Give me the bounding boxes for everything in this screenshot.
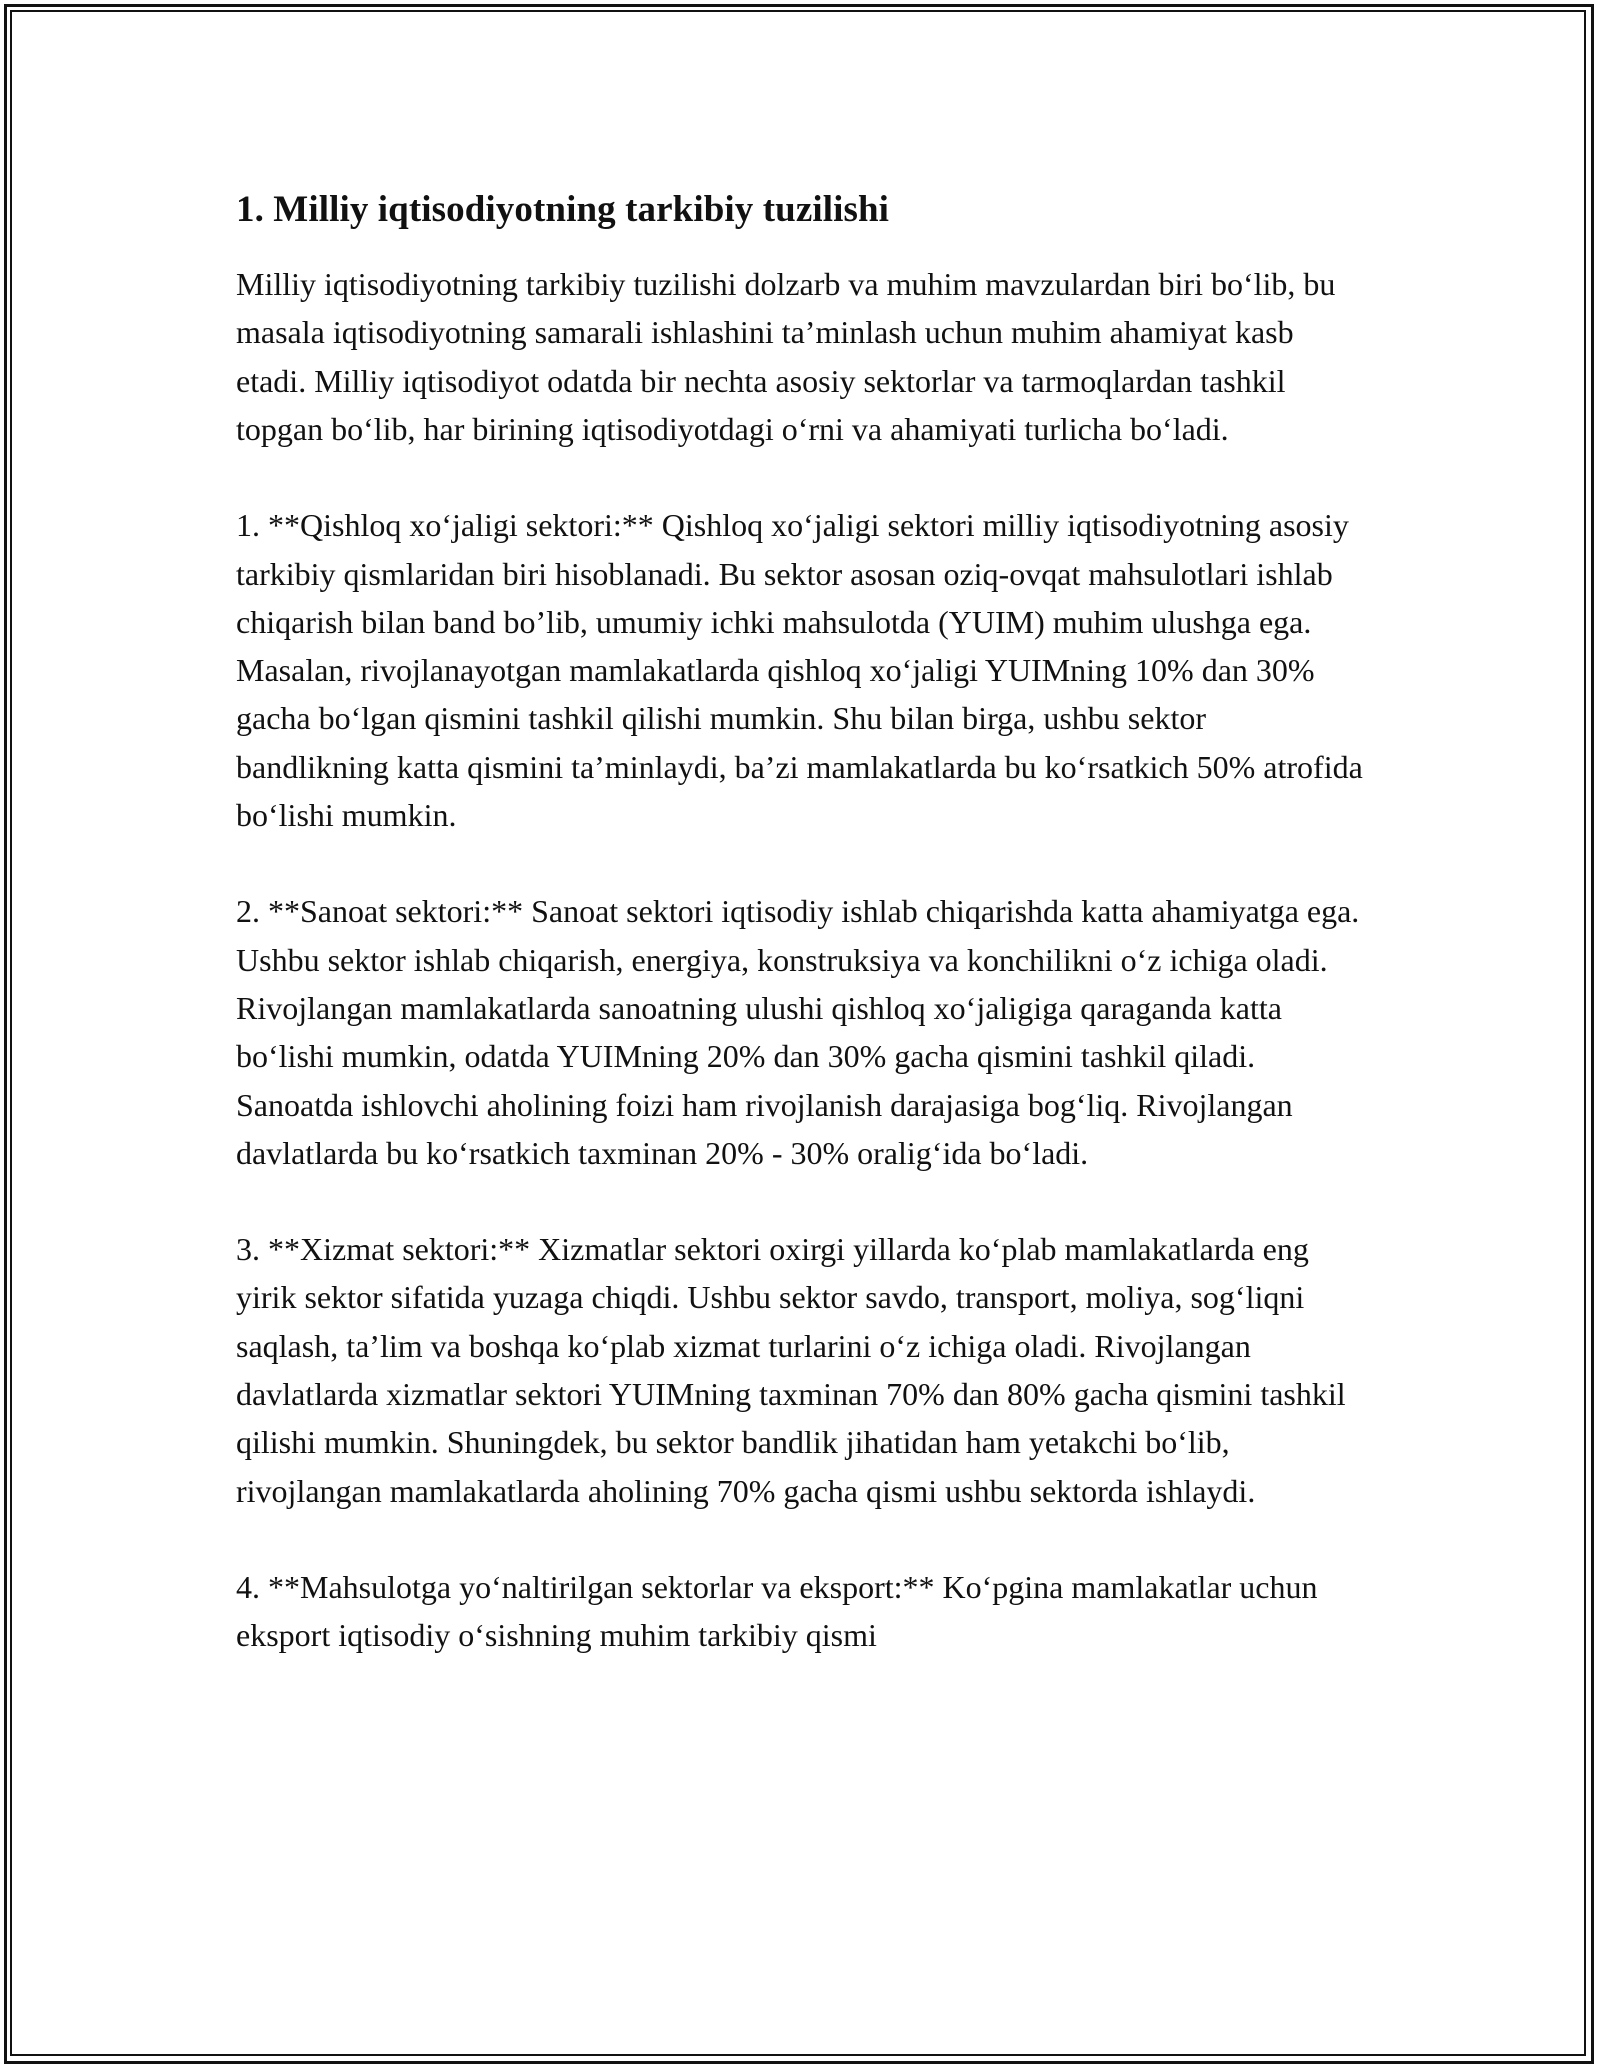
export-sector-paragraph: 4. **Mahsulotga yo‘naltirilgan sektorlar va eksport:** Ko‘pgina mamlakatlar uchun eksport iqtisodiy o‘sishning muhim tarkibiy qismi	[236, 1568, 1318, 1654]
section-heading: 1. Milliy iqtisodiyotning tarkibiy tuzilishi	[236, 189, 890, 230]
intro-paragraph: Milliy iqtisodiyotning tarkibiy tuzilishi dolzarb va muhim mavzulardan biri bo‘lib, bu masala iqtisodiyotning samarali ishlashini ta’minlash uchun muhim ahamiyat kasb etadi. Milliy iqtisodiyot odatda bir nechta asosiy sektorlar va tarmoqlardan tashkil topgan bo‘lib, har birining iqtisodiyotdagi o‘rni va ahamiyati turlicha bo‘ladi.	[236, 266, 1336, 447]
service-sector-paragraph: 3. **Xizmat sektori:** Xizmatlar sektori oxirgi yillarda ko‘plab mamlakatlarda eng yirik sektor sifatida yuzaga chiqdi. Ushbu sektor savdo, transport, moliya, sog‘liqni saqlash, ta’lim va boshqa ko‘plab xizmat turlarini o‘z ichiga oladi. Rivojlangan davlatlarda xizmatlar sektori YUIMning taxminan 70% dan 80% gacha qismini tashkil qilishi mumkin. Shuningdek, bu sektor bandlik jihatidan ham yetakchi bo‘lib, rivojlangan mamlakatlarda aholining 70% gacha qismi ushbu sektorda ishlaydi.	[236, 1231, 1346, 1509]
document-body	[236, 186, 1366, 1708]
industry-sector-paragraph: 2. **Sanoat sektori:** Sanoat sektori iqtisodiy ishlab chiqarishda katta ahamiyatga ega. Ushbu sektor ishlab chiqarish, energiya, konstruksiya va konchilikni o‘z ichiga oladi. Rivojlangan mamlakatlarda sanoatning ulushi qishloq xo‘jaligiga qaraganda katta bo‘lishi mumkin, odatda YUIMning 20% dan 30% gacha qismini tashkil qiladi. Sanoatda ishlovchi aholining foizi ham rivojlanish darajasiga bog‘liq. Rivojlangan davlatlarda bu ko‘rsatkich taxminan 20% - 30% oralig‘ida bo‘ladi.	[236, 893, 1360, 1171]
agriculture-sector-paragraph: 1. **Qishloq xo‘jaligi sektori:** Qishloq xo‘jaligi sektori milliy iqtisodiyotning asosiy tarkibiy qismlaridan biri hisoblanadi. Bu sektor asosan oziq-ovqat mahsulotlari ishlab chiqarish bilan band bo’lib, umumiy ichki mahsulotda (YUIM) muhim ulushga ega. Masalan, rivojlanayotgan mamlakatlarda qishloq xo‘jaligi YUIMning 10% dan 30% gacha bo‘lgan qismini tashkil qilishi mumkin. Shu bilan birga, ushbu sektor bandlikning katta qismini ta’minlaydi, ba’zi mamlakatlarda bu ko‘rsatkich 50% atrofida bo‘lishi mumkin.	[236, 507, 1363, 834]
